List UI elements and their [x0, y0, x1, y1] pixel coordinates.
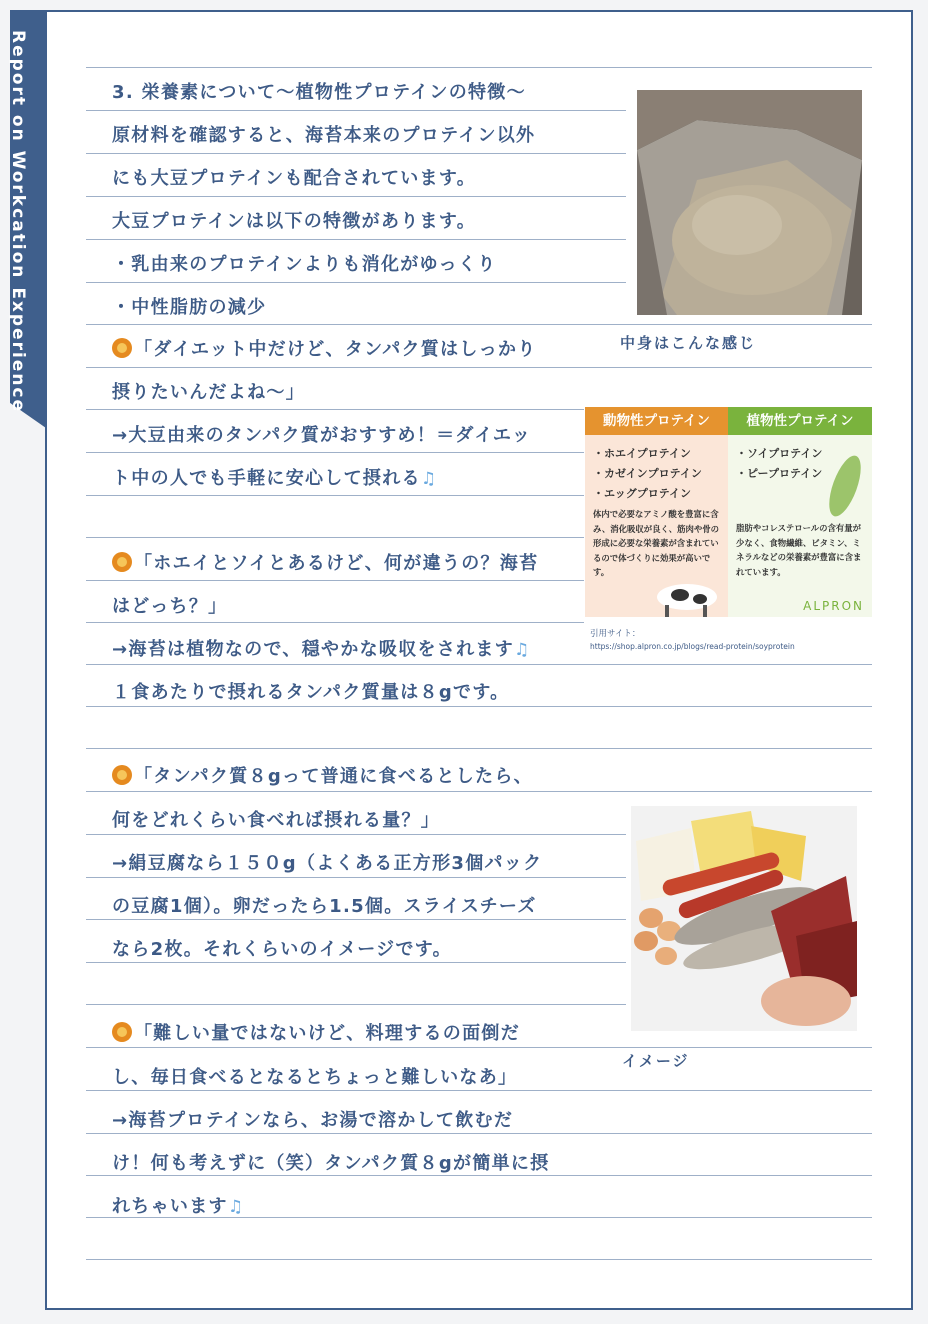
bullet-line: ・乳由来のプロテインよりも消化がゆっくり: [112, 254, 497, 275]
rule-line: [86, 580, 584, 581]
section-heading: 3. 栄養素について〜植物性プロテインの特徴〜: [112, 82, 526, 103]
bullet-line: ・中性脂肪の減少: [112, 297, 267, 318]
dialogue-line: [112, 1021, 520, 1047]
body-line: [112, 466, 437, 492]
dialogue-line: [112, 764, 533, 790]
animal-protein-item: ・エッグプロテイン: [593, 487, 692, 500]
rule-line: [86, 367, 872, 368]
plant-protein-item: ・ピープロテイン: [736, 467, 823, 480]
protein-foods-photo: [631, 806, 857, 1031]
lion-face-icon: [112, 1022, 132, 1042]
rule-line: [86, 153, 626, 154]
body-line: なら2枚。それくらいのイメージです。: [112, 939, 452, 960]
soybean-pod-illustration: [823, 451, 868, 521]
body-line: の豆腐1個）。卵だったら1.5個。スライスチーズ: [112, 896, 537, 917]
body-line: 原材料を確認すると、海苔本来のプロテイン以外: [112, 125, 536, 146]
rule-line: [86, 1004, 626, 1005]
dialogue-text: 「難しい量ではないけど、料理するの面倒だ: [134, 1023, 520, 1044]
body-text: →海苔は植物なので、穏やかな吸収をされます: [112, 639, 515, 660]
body-line: にも大豆プロテインも配合されています。: [112, 168, 476, 189]
source-url[interactable]: https://shop.alpron.co.jp/blogs/read-protein/soyprotein: [590, 642, 795, 651]
body-line: １食あたりで摂れるタンパク質量は８gです。: [112, 682, 510, 703]
powder-photo-caption: 中身はこんな感じ: [620, 334, 757, 352]
lion-face-icon: [112, 338, 132, 358]
body-line: →大豆由来のタンパク質がおすすめ！＝ダイエッ: [112, 425, 532, 446]
rule-line: [86, 877, 626, 878]
body-line: [112, 637, 531, 663]
alpron-logo: ALPRON: [803, 599, 864, 613]
animal-protein-item: ・ホエイプロテイン: [593, 447, 691, 460]
rule-line: [86, 495, 584, 496]
body-text: れちゃいます: [112, 1196, 228, 1217]
dialogue-line: [112, 551, 538, 577]
rule-line: [86, 239, 626, 240]
protein-comparison-infographic: [585, 407, 872, 617]
animal-protein-header: 動物性プロテイン: [585, 407, 728, 435]
body-line: け！何も考えずに（笑）タンパク質８gが簡単に摂: [112, 1153, 550, 1174]
rule-line: [86, 537, 584, 538]
plant-protein-column: [728, 407, 872, 617]
body-line: →絹豆腐なら１５０g（よくある正方形3個パック: [112, 853, 543, 874]
plant-protein-item: ・ソイプロテイン: [736, 447, 823, 460]
rule-line: [86, 664, 872, 665]
rule-line: [86, 748, 872, 749]
music-note-icon: ♫: [227, 1197, 245, 1217]
dialogue-text: 「ダイエット中だけど、タンパク質はしっかり: [134, 339, 537, 360]
body-line: [112, 1194, 244, 1220]
rule-line: [86, 67, 872, 68]
music-note-icon: ♫: [420, 469, 438, 489]
music-note-icon: ♫: [514, 640, 531, 660]
side-ribbon-label: Report on Workcation Experience: [8, 30, 28, 414]
protein-powder-photo: [637, 90, 862, 315]
rule-line: [86, 110, 626, 111]
rule-line: [86, 452, 584, 453]
rule-line: [86, 1259, 872, 1260]
dialogue-line: 摂りたいんだよね〜」: [112, 382, 305, 403]
rule-line: [86, 1047, 872, 1048]
body-text: ト中の人でも手軽に安心して摂れる: [112, 468, 421, 489]
animal-protein-item: ・カゼインプロテイン: [593, 467, 702, 480]
rule-line: [86, 706, 872, 707]
dialogue-line: し、毎日食べるとなるとちょっと難しいなあ」: [112, 1067, 518, 1088]
dialogue-line: [112, 337, 537, 363]
rule-line: [86, 834, 626, 835]
plant-protein-header: 植物性プロテイン: [728, 407, 872, 435]
lion-face-icon: [112, 552, 132, 572]
rule-line: [86, 324, 872, 325]
dialogue-line: はどっち？」: [112, 596, 228, 617]
rule-line: [86, 622, 584, 623]
source-label: 引用サイト：: [590, 629, 641, 639]
rule-line: [86, 791, 872, 792]
lion-face-icon: [112, 765, 132, 785]
animal-protein-description: 体内で必要なアミノ酸を豊富に含み、消化吸収が良く、筋肉や骨の形成に必要な栄養素が含まれているので体づくりに効果が高いです。: [593, 509, 719, 577]
dialogue-line: 何をどれくらい食べれば摂れる量？」: [112, 810, 441, 831]
food-photo-caption: イメージ: [622, 1052, 690, 1070]
cow-illustration: [645, 575, 725, 617]
rule-line: [86, 409, 584, 410]
dialogue-text: 「タンパク質８gって普通に食べるとしたら、: [134, 766, 533, 787]
dialogue-text: 「ホエイとソイとあるけど、何が違うの？海苔: [134, 553, 539, 574]
rule-line: [86, 282, 626, 283]
plant-protein-description: 脂肪やコレステロールの含有量が少なく、食物繊維、ビタミン、ミネラルなどの栄養素が豊富に含まれています。: [736, 523, 862, 577]
animal-protein-column: [585, 407, 728, 617]
body-line: →海苔プロテインなら、お湯で溶かして飲むだ: [112, 1110, 514, 1131]
rule-line: [86, 196, 626, 197]
body-line: 大豆プロテインは以下の特徴があります。: [112, 211, 476, 232]
